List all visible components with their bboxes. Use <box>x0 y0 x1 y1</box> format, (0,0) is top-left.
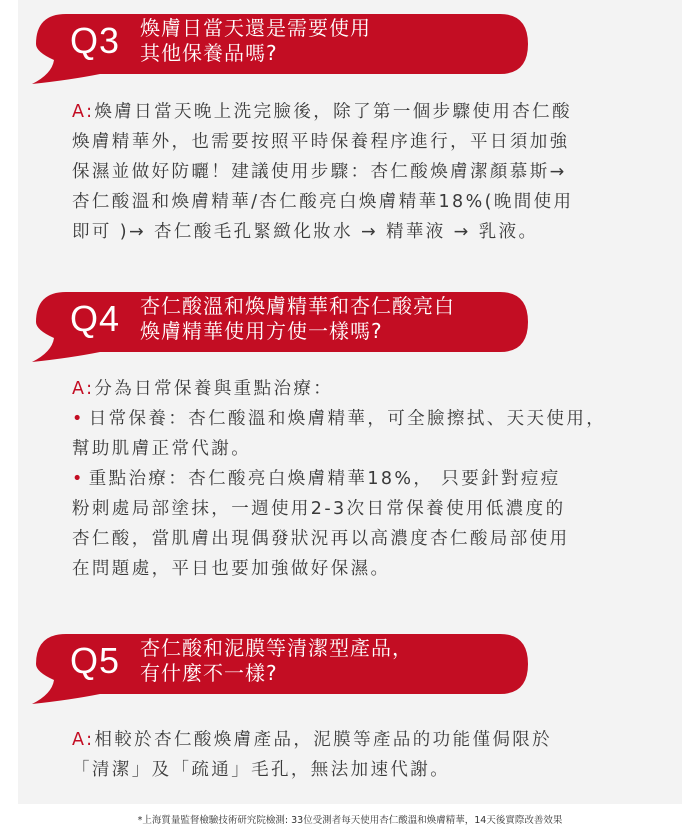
question-title: 杏仁酸溫和煥膚精華和杏仁酸亮白 煥膚精華使用方使一樣嗎? <box>140 294 455 343</box>
bullet-icon: • <box>72 409 85 429</box>
question-number: Q3 <box>70 20 121 61</box>
answer-prefix: A: <box>72 102 95 122</box>
question-title: 杏仁酸和泥膜等清潔型產品， 有什麼不一樣? <box>140 636 413 685</box>
question-bubble-q5 <box>30 628 530 718</box>
question-bubble-q4 <box>30 286 530 376</box>
answer-prefix: A: <box>72 730 95 750</box>
question-title: 煥膚日當天還是需要使用 其他保養品嗎? <box>140 16 371 65</box>
answer-prefix: A: <box>72 379 95 399</box>
answer-q5: A:相較於杏仁酸煥膚產品，泥膜等產品的功能僅侷限於 「清潔」及「疏通」毛孔，無法加速代謝。 <box>72 730 553 780</box>
footnote: *上海質量監督檢驗技術研究院檢測: 33位受測者每天使用杏仁酸溫和煥膚精華，14天後實際改善效果 <box>137 815 563 826</box>
question-number: Q5 <box>70 640 121 681</box>
answer-q4: A:分為日常保養與重點治療： • 日常保養：杏仁酸溫和煥膚精華，可全臉擦拭、天天使用， 幫助肌膚正常代謝。 • 重點治療：杏仁酸亮白煥膚精華18%， 只要針對痘痘 粉刺處局部塗抹，一週使用2-3次日常保養使用低濃度的 杏仁酸，當肌膚出現偶發狀況再以高濃度杏仁酸局部使用 在問題處，平日也要加強做好保濕。 <box>72 379 607 579</box>
bullet-icon: • <box>72 469 85 489</box>
question-bubble-q3 <box>30 8 530 98</box>
answer-q3: A:煥膚日當天晚上洗完臉後，除了第一個步驟使用杏仁酸 煥膚精華外，也需要按照平時保養程序進行，平日須加強 保濕並做好防曬！建議使用步驟：杏仁酸煥膚潔顏慕斯→ 杏仁酸溫和煥膚精華/杏仁酸亮白煥膚精華18%(晚間使用 即可 )→ 杏仁酸毛孔緊緻化妝水 → 精華液 → 乳液。 <box>72 102 574 242</box>
question-number: Q4 <box>70 298 121 339</box>
